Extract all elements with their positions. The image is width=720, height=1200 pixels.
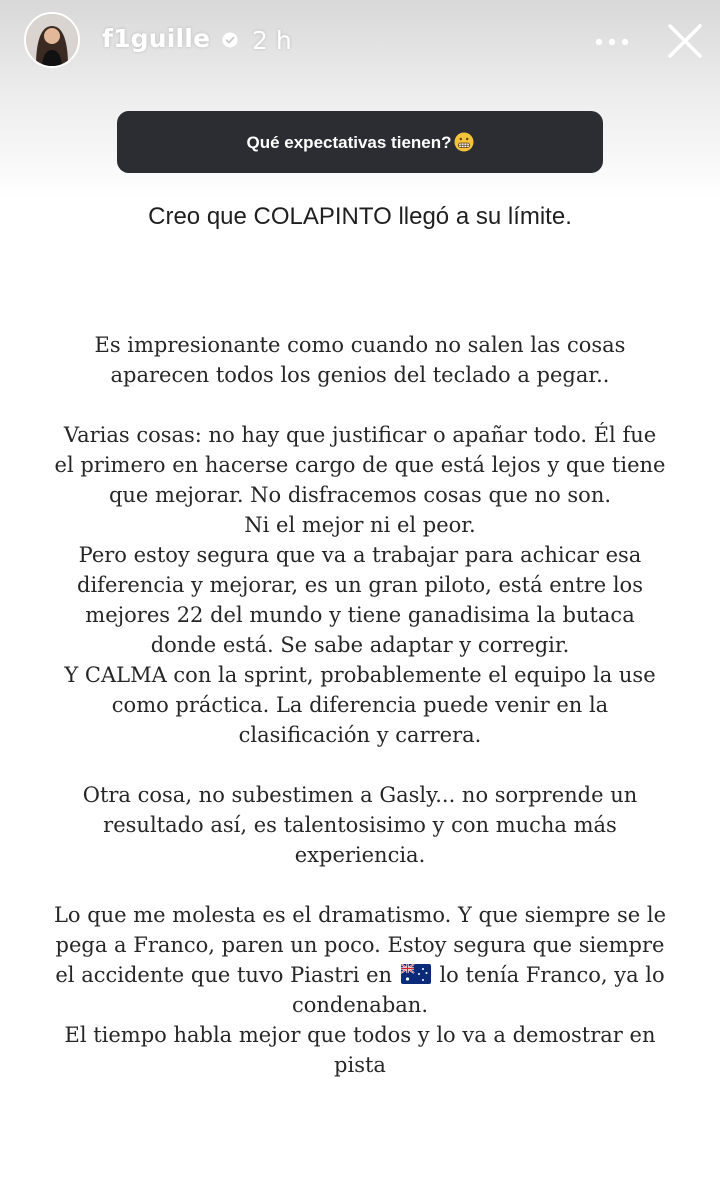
paragraph-3 [30, 780, 690, 870]
text-fragment: lo tenía Franco, ya lo [439, 963, 665, 987]
text-line: Y CALMA con la sprint, probablemente el equipo la use [64, 663, 656, 687]
close-icon [660, 16, 710, 66]
text-line: Es impresionante como cuando no salen las cosas [94, 333, 626, 357]
text-line: El tiempo habla mejor que todos y lo va a demostrar en [64, 1023, 656, 1047]
australia-flag-icon [401, 964, 431, 984]
text-line: Varias cosas: no hay que justificar o apañar todo. Él fue [63, 423, 657, 447]
text-line: Otra cosa, no subestimen a Gasly... no sorprende un [82, 783, 638, 807]
username[interactable]: f1guille [102, 24, 211, 53]
text-line: como práctica. La diferencia puede venir en la [111, 693, 609, 717]
text-line: resultado así, es talentosisimo y con mucha más [103, 813, 617, 837]
text-line: experiencia. [294, 843, 426, 867]
paragraph-2 [30, 420, 690, 750]
post-time: 2 h [252, 26, 292, 55]
text-line: Lo que me molesta es el dramatismo. Y que siempre se le [53, 903, 667, 927]
paragraph-1 [30, 330, 690, 390]
text-line: el primero en hacerse cargo de que está lejos y que tiene [54, 453, 666, 477]
text-line: mejores 22 del mundo y tiene ganadisima la butaca [85, 603, 635, 627]
avatar[interactable] [24, 12, 80, 68]
verified-badge-icon [222, 32, 238, 48]
text-line: diferencia y mejorar, es un gran piloto, está entre los [77, 573, 643, 597]
text-line: Ni el mejor ni el peor. [244, 513, 476, 537]
answer-text: Creo que COLAPINTO llegó a su límite. [148, 203, 572, 230]
text-fragment: el accidente que tuvo Piastri en [55, 963, 393, 987]
question-sticker [117, 111, 603, 173]
grimacing-face-icon [454, 132, 474, 152]
question-label: Qué expectativas tienen? [246, 132, 452, 152]
story-text [30, 330, 690, 1080]
more-options-button[interactable] [588, 24, 636, 60]
paragraph-4 [30, 900, 690, 1080]
text-line: pista [334, 1053, 386, 1077]
story-header [0, 0, 720, 84]
text-line: clasificación y carrera. [238, 723, 482, 747]
avatar-image [26, 14, 78, 66]
text-line: condenaban. [291, 993, 428, 1017]
text-line: aparecen todos los genios del teclado a pegar.. [110, 363, 610, 387]
more-dots-icon [595, 38, 629, 46]
text-line: donde está. Se sabe adaptar y corregir. [150, 633, 570, 657]
text-line: Pero estoy segura que va a trabajar para achicar esa [78, 543, 642, 567]
text-line-with-flag [30, 960, 690, 990]
text-line: que mejorar. No disfracemos cosas que no son. [108, 483, 612, 507]
question-text [246, 132, 473, 153]
close-button[interactable] [660, 16, 710, 66]
text-line: pega a Franco, paren un poco. Estoy segura que siempre [55, 933, 665, 957]
